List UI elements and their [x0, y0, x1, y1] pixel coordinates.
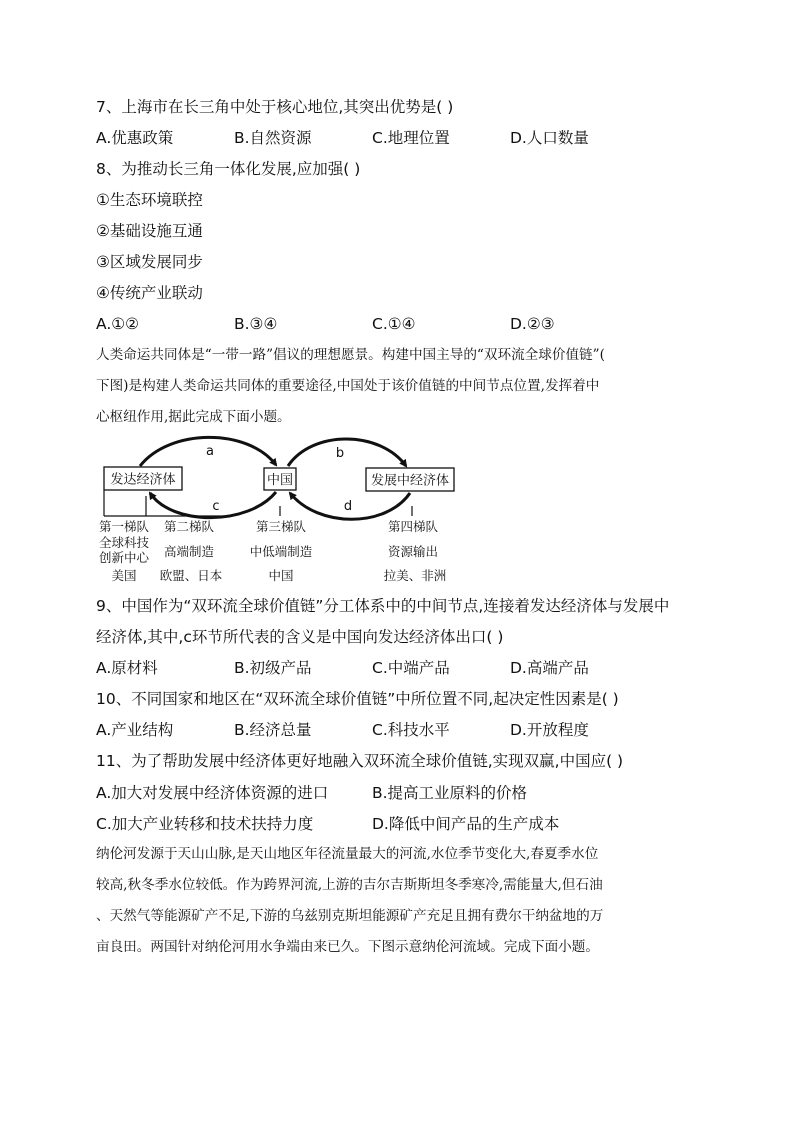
q11-option-d: D.降低中间产品的生产成本 [372, 815, 560, 833]
q8-item-4: ④传统产业联动 [96, 284, 203, 302]
q11-stem: 11、为了帮助发展中经济体更好地融入双环流全球价值链,实现双赢,中国应( ) [96, 752, 624, 770]
arrow-b [288, 439, 406, 466]
tier1-role2: 创新中心 [98, 550, 150, 565]
q7-option-b: B.自然资源 [234, 129, 312, 147]
q11-option-c: C.加大产业转移和技术扶持力度 [96, 815, 314, 833]
q8-option-d: D.②③ [510, 315, 555, 333]
tier2-role: 高端制造 [163, 544, 215, 559]
passage1-line: 心枢纽作用,据此完成下面小题。 [96, 409, 291, 425]
q9-stem-line2: 经济体,其中,c环节所代表的含义是中国向发达经济体出口( ) [96, 628, 504, 646]
passage2-line: 、天然气等能源矿产不足,下游的乌兹别克斯坦能源矿产充足且拥有费尔干纳盆地的万 [96, 908, 604, 924]
passage2-line: 亩良田。两国针对纳伦河用水争端由来已久。下图示意纳伦河流域。完成下面小题。 [96, 939, 599, 955]
arrow-a-label: a [206, 444, 214, 459]
passage-naryn-river [96, 839, 706, 963]
q11-option-b: B.提高工业原料的价格 [372, 784, 528, 802]
q9-option-d: D.高端产品 [510, 659, 589, 677]
tier1-name: 第一梯队 [98, 519, 150, 534]
q7-option-d: D.人口数量 [510, 129, 589, 147]
q8-item-3: ③区域发展同步 [96, 253, 203, 271]
tier1-region: 美国 [111, 568, 137, 583]
q10-option-c: C.科技水平 [372, 721, 450, 739]
tier2-name: 第二梯队 [163, 519, 215, 534]
developing-economies-label: 发展中经济体 [370, 473, 450, 489]
arrow-c-label: c [212, 499, 220, 514]
tier3-region: 中国 [268, 568, 294, 583]
q8-item-2: ②基础设施互通 [96, 222, 203, 240]
q9-stem-line1: 9、中国作为“双环流全球价值链”分工体系中的中间节点,连接着发达经济体与发展中 [96, 597, 670, 615]
q8-option-a: A.①② [96, 315, 140, 333]
q10-stem: 10、不同国家和地区在“双环流全球价值链”中所位置不同,起决定性因素是( ) [96, 690, 619, 708]
passage2-line: 纳伦河发源于天山山脉,是天山地区年径流量最大的河流,水位季节变化大,春夏季水位 [96, 846, 599, 862]
q8-option-b: B.③④ [234, 315, 278, 333]
q9-option-c: C.中端产品 [372, 659, 450, 677]
tier4-region: 拉美、非洲 [383, 568, 447, 583]
q10-option-d: D.开放程度 [510, 721, 589, 739]
q10-option-b: B.经济总量 [234, 721, 312, 739]
tier1-role: 全球科技 [98, 535, 150, 550]
passage2-line: 较高,秋冬季水位较低。作为跨界河流,上游的吉尔吉斯斯坦冬季寒冷,需能量大,但石油 [96, 877, 603, 893]
developed-economies-label: 发达经济体 [110, 472, 176, 488]
q9-option-a: A.原材料 [96, 659, 158, 677]
q10-option-a: A.产业结构 [96, 721, 174, 739]
q9-option-b: B.初级产品 [234, 659, 312, 677]
tier4-role: 资源输出 [387, 544, 439, 559]
q7-option-c: C.地理位置 [372, 129, 450, 147]
passage1-line: 下图)是构建人类命运共同体的重要途径,中国处于该价值链的中间节点位置,发挥着中 [96, 378, 600, 394]
arrow-b-label: b [335, 446, 345, 461]
arrow-d-label: d [343, 499, 353, 514]
q7-stem: 7、上海市在长三角中处于核心地位,其突出优势是( ) [96, 98, 454, 116]
tier3-name: 第三梯队 [255, 519, 307, 534]
tier3-role: 中低端制造 [249, 544, 313, 559]
q7-option-a: A.优惠政策 [96, 129, 174, 147]
q8-option-c: C.①④ [372, 315, 416, 333]
q11-option-a: A.加大对发展中经济体资源的进口 [96, 784, 329, 802]
china-label: 中国 [266, 473, 294, 488]
tier4-name: 第四梯队 [387, 519, 439, 534]
q8-item-1: ①生态环境联控 [96, 191, 203, 209]
tier2-region: 欧盟、日本 [159, 568, 223, 583]
q8-stem: 8、为推动长三角一体化发展,应加强( ) [96, 160, 361, 178]
passage1-line: 人类命运共同体是“一带一路”倡议的理想愿景。构建中国主导的“双环流全球价值链”( [96, 347, 605, 363]
